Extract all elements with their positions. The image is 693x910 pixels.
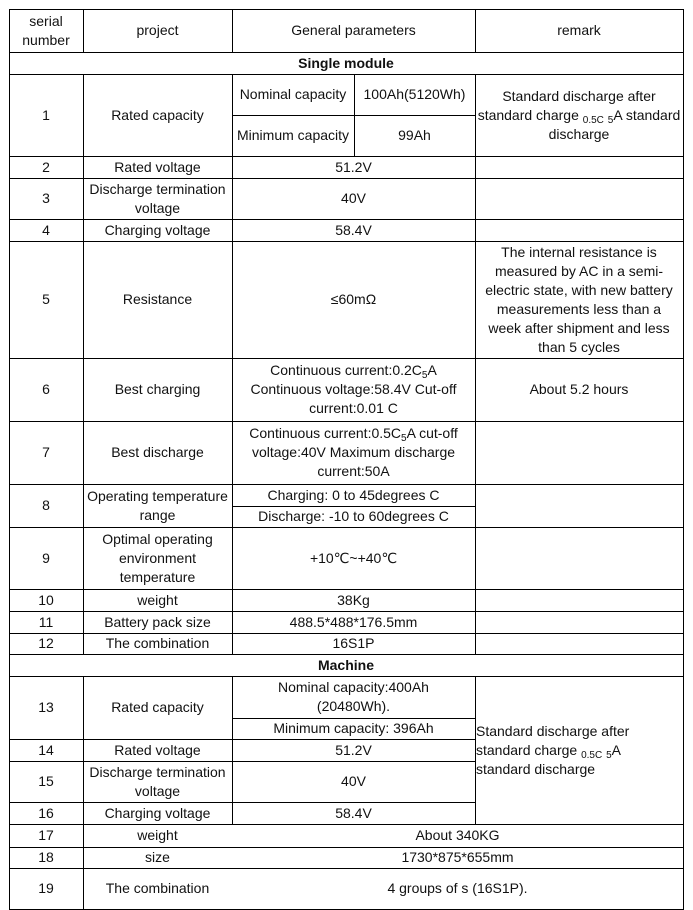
remark-text: Standard discharge after standard charge [477,87,656,123]
serial-cell: 14 [38,741,54,758]
header-general-parameters: General parameters [291,22,416,38]
serial-cell: 5 [42,291,50,307]
minimum-capacity-value: 99Ah [398,127,431,143]
nominal-capacity-label: Nominal capacity [239,86,347,102]
remark-subscript: 0.5C [582,114,604,126]
parameter-cell: 58.4V [335,804,372,821]
minimum-capacity-label: Minimum capacity [236,127,350,143]
parameter-subscript: 5 [401,433,407,444]
serial-cell: 13 [38,699,54,715]
parameter-cell: 51.2V [335,158,372,175]
parameter-cell: 488.5*488*176.5mm [289,613,418,630]
remark-text: standard discharge [476,760,596,777]
serial-cell: 4 [42,221,50,238]
project-cell: The combination [105,880,210,896]
project-cell: Charging voltage [104,804,211,821]
parameter-cell: Charging: 0 to 45degrees C [267,486,440,503]
parameter-cell: Nominal capacity:400Ah (20480Wh). [278,679,429,714]
section-single-module: Single module [298,54,394,71]
project-cell: Best charging [114,381,201,397]
project-cell: Resistance [122,291,193,307]
remark-subscript: 5 [606,749,612,761]
serial-cell: 6 [42,381,50,397]
serial-cell: 12 [38,635,54,651]
parameter-text: Continuous current:0.5C [249,425,402,441]
project-cell: Discharge termination voltage [89,763,226,799]
parameter-cell: ≤60mΩ [330,291,377,307]
project-cell: Rated capacity [111,699,204,715]
remark-text: A [611,741,621,758]
project-cell: Operating temperature range [87,487,228,523]
remark-cell [475,676,683,824]
section-machine: Machine [317,656,374,673]
remark-subscript: 5 [607,114,614,126]
serial-cell: 15 [38,773,54,789]
parameter-cell: 4 groups of s (16S1P). [387,880,528,896]
parameter-cell: 38Kg [337,591,370,608]
parameter-cell: +10℃~+40℃ [309,549,398,566]
parameter-text: A Continuous voltage:58.4V Cut-off current:0.01 C [250,362,457,416]
serial-cell: 1 [42,106,50,123]
project-cell: Best discharge [111,444,204,460]
parameter-cell: About 340KG [415,827,500,843]
parameter-text: A cut-off voltage:40V Maximum discharge current:50A [251,425,458,479]
serial-cell: 11 [38,613,54,630]
project-cell: Discharge termination voltage [89,180,226,216]
parameter-cell: Discharge: -10 to 60degrees C [258,508,449,524]
nominal-capacity-value: 100Ah(5120Wh) [363,86,466,102]
parameter-cell: 40V [341,190,366,206]
project-cell: Battery pack size [104,613,211,630]
remark-cell: The internal resistance is measured by AC in a semi-electric state, with new battery measurements less than a week after shipment and less than 5 cycles [485,243,673,355]
project-cell: Rated capacity [111,106,204,123]
parameter-cell [232,421,475,484]
serial-cell: 10 [38,591,54,608]
parameter-cell [232,358,475,421]
project-cell: weight [137,827,178,843]
project-cell: size [145,849,170,865]
remark-cell [475,74,683,156]
spec-table [9,9,684,910]
serial-cell: 2 [42,158,50,175]
project-cell: Optimal operating environment temperature [102,530,213,585]
serial-cell: 17 [38,827,54,843]
serial-cell: 18 [38,849,54,865]
serial-cell: 9 [42,549,50,566]
parameter-cell: 58.4V [335,221,372,238]
project-cell: Rated voltage [114,158,201,175]
project-cell: The combination [105,635,210,651]
serial-cell: 7 [42,444,50,460]
remark-text: standard discharge [548,106,681,142]
serial-cell: 16 [38,804,54,821]
parameter-text: Continuous current:0.2C [270,362,422,378]
remark-text: Standard discharge after standard charge [476,722,630,758]
header-project: project [136,22,179,38]
project-cell: Rated voltage [114,741,201,758]
parameter-cell: 16S1P [332,635,375,651]
header-remark: remark [557,22,601,38]
header-serial-number: serial number [22,12,70,48]
parameter-cell: 51.2V [335,741,372,758]
remark-text: A [613,106,622,123]
remark-subscript: 0.5C [581,749,603,761]
project-cell: Charging voltage [104,221,211,238]
project-cell: weight [137,591,178,608]
serial-cell: 19 [38,880,54,896]
serial-cell: 3 [42,190,50,206]
parameter-cell: 40V [341,773,366,789]
parameter-subscript: 5 [421,370,428,381]
parameter-cell: 1730*875*655mm [401,849,514,865]
serial-cell: 8 [42,497,50,513]
parameter-cell: Minimum capacity: 396Ah [273,720,434,736]
remark-cell: About 5.2 hours [529,381,629,397]
